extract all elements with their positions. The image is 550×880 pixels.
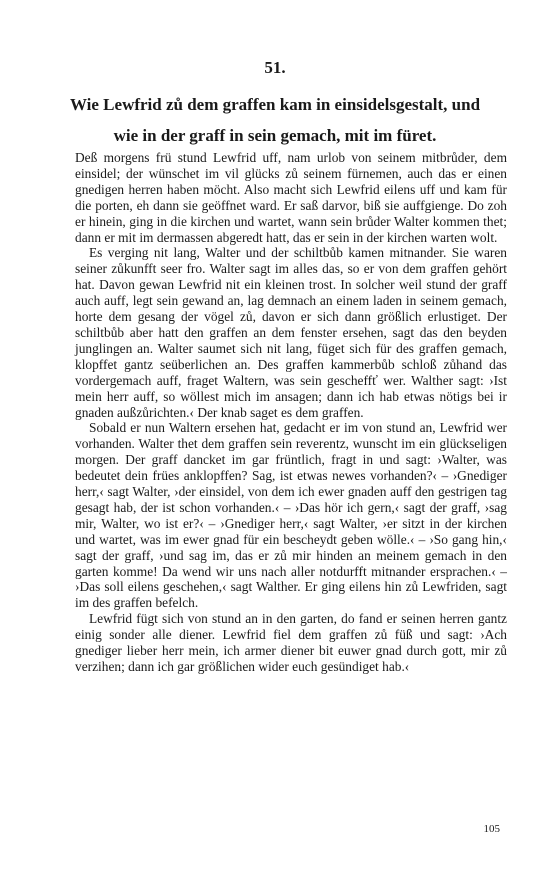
- paragraph-2: Es verging nit lang, Walter und der schiltbůb kamen mitnander. Sie waren seiner zůkunfft seer fro. Walter sagt im alles das, so er von dem graffen gehört hat. Davon gewan Lewfrid nit ein kleinen trost. In solcher weil stund der graff auch auff, legt sein gewand an, lag demnach an einem laden in seinem gemach, horte dem gesang der vögel zů, davon er sich dann größlich erlustiget. Der schiltbůb aber hatt den graffen an dem fenster ersehen, sagt das den beyden junglingen an. Walter saumet sich nit lang, füget sich für des graffen gemach, klopffet gantz seüberlichen an. Des graffen kammerbůb schloß zůhand das vordergemach auff, fraget Waltern, was sein gescheffť wer. Walther sagt: ›Ist mein herr auff, so wöllest mich im ansagen; dann ich hab etwas nötigs bei ir gnaden außzůrichten.‹ Der knab saget es dem graffen.: [75, 245, 507, 420]
- chapter-title: Wie Lewfrid zů dem graffen kam in einsidelsgestalt, und wie in der graff in sein gemach, mit im füret.: [69, 95, 481, 145]
- chapter-number: 51.: [264, 58, 286, 77]
- chapter-body: [75, 150, 507, 675]
- paragraph-1: Deß morgens frü stund Lewfrid uff, nam urlob von seinem mitbrůder, dem einsidel; der wünschet im vil glücks zů seinem fürnemen, auch das er einen gnedigen herren haben möcht. Also macht sich Lewfrid eilens uff und kam für die porten, eh dann sie geöffnet ward. Er saß darvor, biß sie auffgienge. Do zoh er hinein, ging in die kirchen und wartet, wann sein brůder Walter kommen thet; dann er mit im dermassen abgeredt hatt, das er sein in der kirchen warten wolt.: [75, 150, 507, 245]
- paragraph-4: Lewfrid fügt sich von stund an in den garten, do fand er seinen herren gantz einig sonder alle diener. Lewfrid fiel dem graffen zů füß und sagt: ›Ach gnediger lieber herr mein, ich armer diener bit euwer gnad durch gott, mir zů verzihen; dann ich gar größlichen wider euch gesündiget hab.‹: [75, 611, 507, 674]
- paragraph-3: Sobald er nun Waltern ersehen hat, gedacht er im von stund an, Lewfrid wer vorhanden. Walter thet dem graffen sein reverentz, wunscht im ein glückseligen morgen. Der graff dancket im gar früntlich, fragt in und sagt: ›Walter, was bedeutet dein frües anklopffen? Sag, ist etwas newes vorhanden?‹ – ›Gnediger herr,‹ sagt Walter, ›der einsidel, von dem ich ewer gnaden auff den gestrigen tag gesagt hab, der ist schon vorhanden.‹ – ›Das hör ich gern,‹ sagt der graff, ›sag mir, Walter, wo ist er?‹ – ›Gnediger herr,‹ sagt Walter, ›er sitzt in der kirchen und wartet, was im ewer gnad für ein bescheydt geben wölle.‹ – ›So gang hin,‹ sagt der graff, ›und sag im, das er zů mir hinden an meinem gemach in den garten komme! Da wend wir uns nach aller notdurfft mitnander ersprachen.‹ – ›Das soll eilens geschehen,‹ sagt Walther. Er ging eilens hin zů Lewfriden, sagt im des graffen befelch.: [75, 420, 507, 611]
- page-number: 105: [483, 823, 500, 835]
